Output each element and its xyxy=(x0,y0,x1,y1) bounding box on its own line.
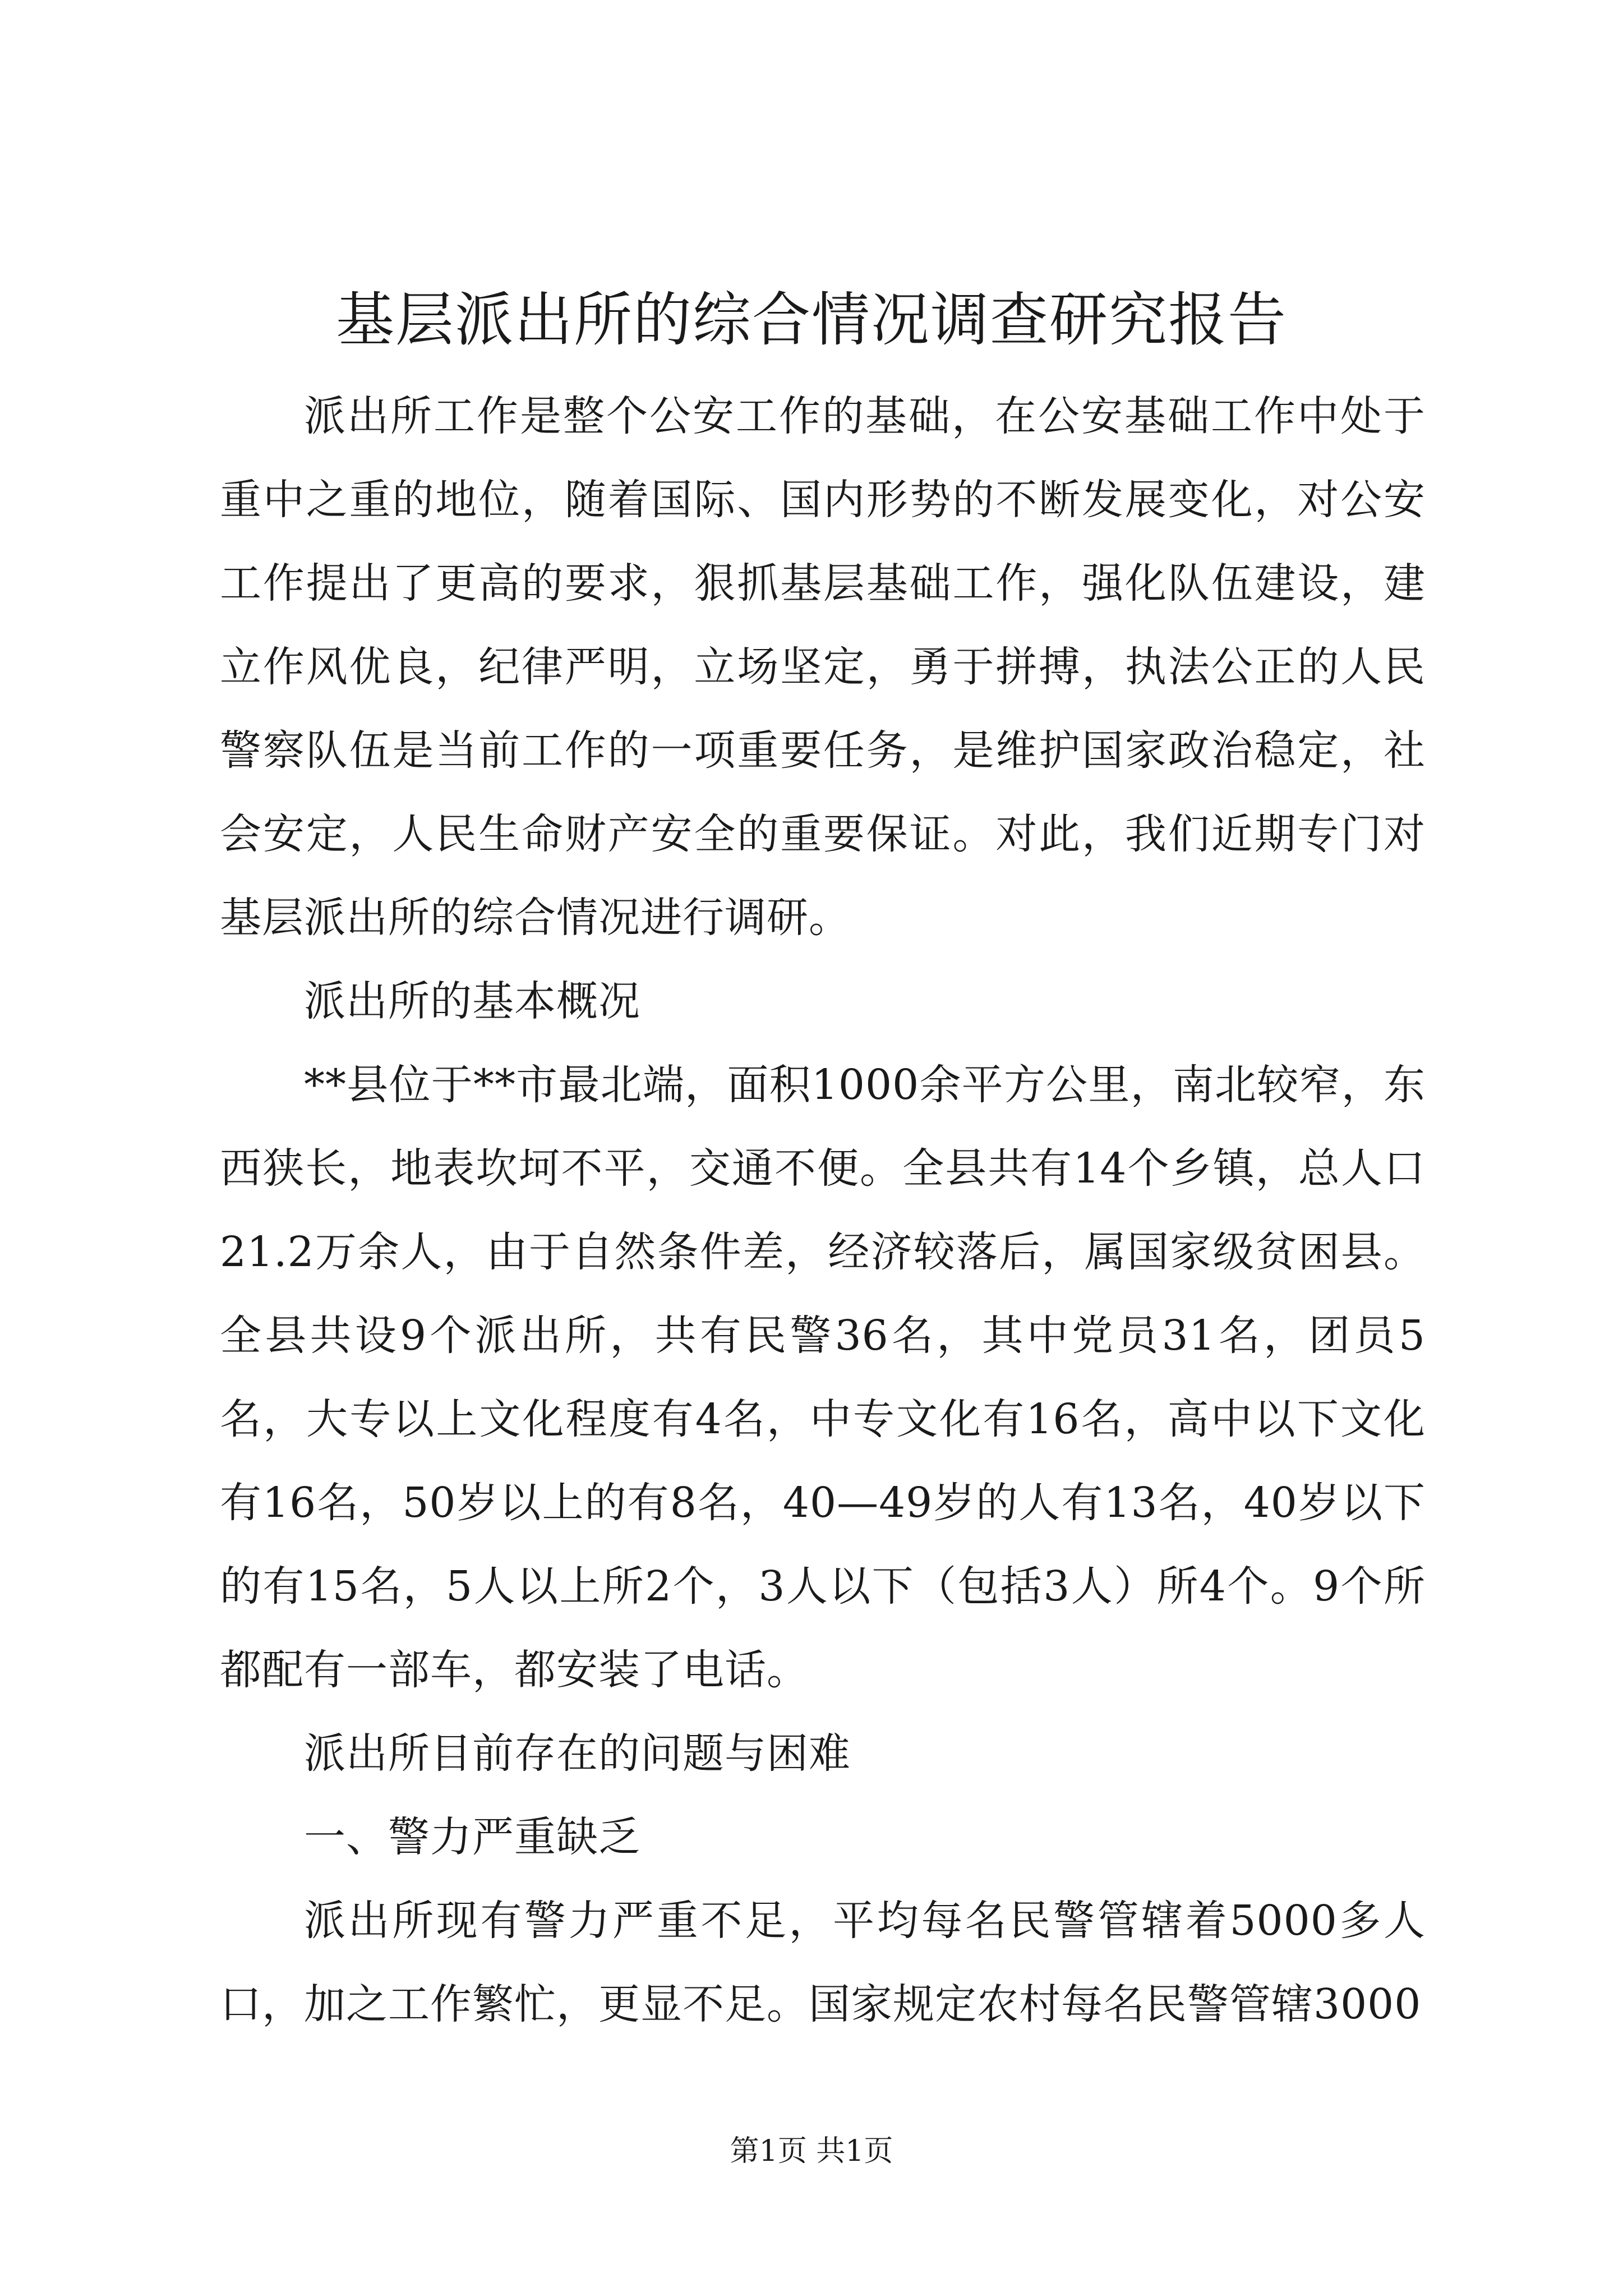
section-heading-problems: 派出所目前存在的问题与困难 xyxy=(304,1729,851,1778)
paragraph-intro: 派出所工作是整个公安工作的基础，在公安基础工作中处于重中之重的地位，随着国际、国内形势的不断发展变化，对公安工作提出了更高的要求，狠抓基层基础工作，强化队伍建设，建立作风优良，纪律严明，立场坚定，勇于拼搏，执法公正的人民警察队伍是当前工作的一项重要任务，是维护国家政治稳定，社会安定，人民生命财产安全的重要保证。对此，我们近期专门对基层派出所的综合情况进行调研。 xyxy=(220,392,1426,942)
paragraph-overview: **县位于**市最北端，面积1000余平方公里，南北较窄，东西狭长，地表坎坷不平，交通不便。全县共有14个乡镇，总人口21.2万余人，由于自然条件差，经济较落后，属国家级贫困县。全县共设9个派出所，共有民警36名，其中党员31名，团员5名，大专以上文化程度有4名，中专文化有16名，高中以下文化有16名，50岁以上的有8名，40—49岁的人有13名，40岁以下的有15名，5人以上所2个，3人以下（包括3人）所4个。9个所都配有一部车，都安装了电话。 xyxy=(220,1061,1426,1694)
page-footer: 第1页 共1页 xyxy=(730,2134,893,2168)
document-title: 基层派出所的综合情况调查研究报告 xyxy=(335,286,1287,354)
document-body xyxy=(220,375,1426,2046)
section-heading-overview: 派出所的基本概况 xyxy=(304,977,640,1025)
paragraph-police-shortage: 派出所现有警力严重不足，平均每名民警管辖着5000多人口，加之工作繁忙，更显不足。国家规定农村每名民警管辖3000 xyxy=(220,1897,1426,2028)
subheading-police-shortage: 一、警力严重缺乏 xyxy=(304,1813,640,1861)
